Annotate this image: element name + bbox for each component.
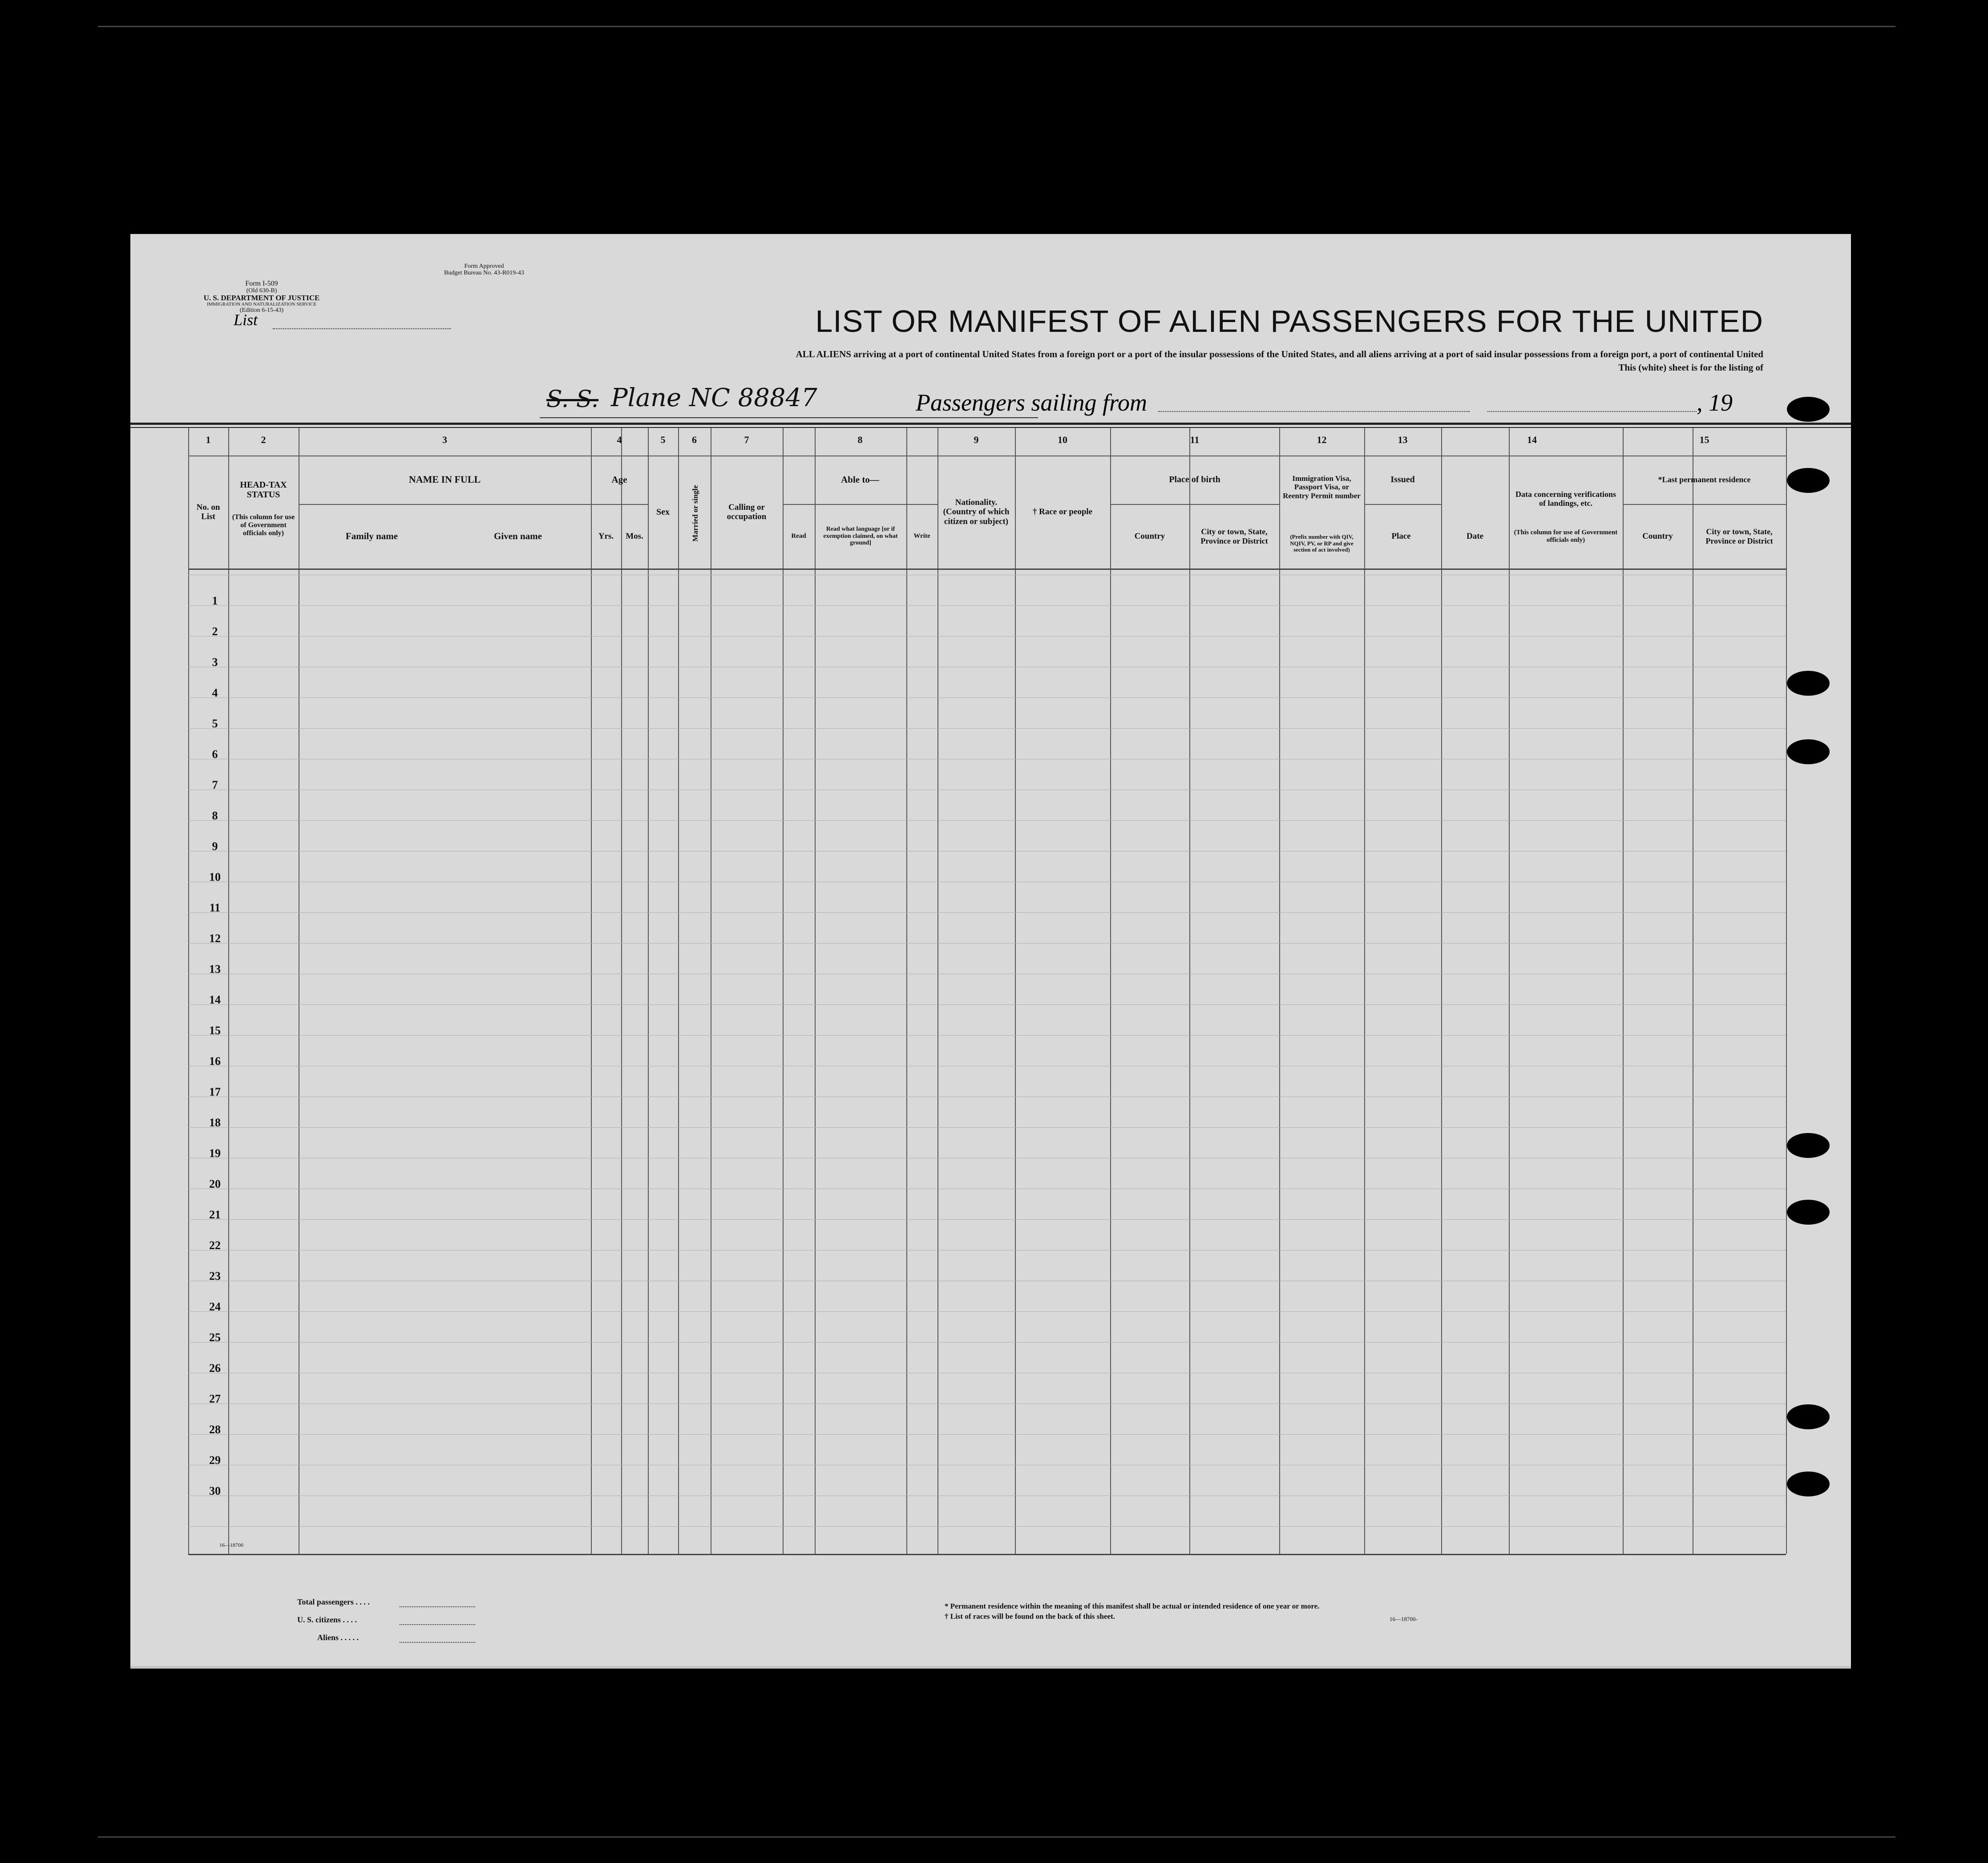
- header-birth-country: Country: [1134, 531, 1165, 541]
- us-citizens-field[interactable]: [400, 1624, 475, 1625]
- row-rule: [188, 1342, 1786, 1343]
- row-number: 20: [209, 1177, 221, 1190]
- list-label: List: [234, 311, 258, 329]
- header-family-name: Family name: [345, 530, 398, 541]
- punch-hole-4: [1787, 739, 1830, 764]
- header-issued-place: Place: [1391, 531, 1411, 541]
- punch-hole-3: [1787, 671, 1830, 696]
- header-visa-note: (Prefix number with QIV, NQIV, PV, or RP and give section of act involved): [1290, 533, 1354, 553]
- header-sex: Sex: [656, 507, 670, 517]
- row-rule: [188, 1035, 1786, 1036]
- total-passengers-label: Total passengers . . . .: [297, 1597, 370, 1606]
- punch-hole-5: [1787, 1133, 1830, 1158]
- scan-edge-bottom: [98, 1836, 1895, 1838]
- column-divider: [1364, 428, 1365, 1554]
- row-rule: [188, 1526, 1786, 1527]
- department: U. S. DEPARTMENT OF JUSTICE: [203, 294, 320, 302]
- row-rule: [188, 943, 1786, 944]
- column-divider: [621, 428, 622, 1554]
- column-number: 3: [442, 434, 447, 445]
- header-age: Age: [611, 474, 627, 485]
- row-rule: [188, 605, 1786, 606]
- punch-hole-1: [1787, 397, 1830, 422]
- row-number: 6: [212, 748, 218, 761]
- approval-line2: Budget Bureau No. 43-R019-43: [444, 269, 524, 276]
- column-number: 4: [617, 434, 622, 445]
- column-divider: [937, 428, 938, 1554]
- row-rule: [188, 636, 1786, 637]
- row-number: 25: [209, 1331, 221, 1344]
- column-divider: [648, 428, 649, 1554]
- total-passengers-field[interactable]: [400, 1606, 475, 1607]
- row-number: 21: [209, 1208, 221, 1221]
- column-divider: [591, 428, 592, 1554]
- aliens-field[interactable]: [400, 1642, 475, 1643]
- header-head-tax-note: (This column for use of Government officials only): [232, 513, 295, 537]
- footnote-residence: * Permanent residence within the meaning of this manifest shall be actual or intended residence of one year or more.: [945, 1602, 1320, 1610]
- row-rule: [188, 728, 1786, 729]
- edition: (Edition 6-15-43): [239, 306, 284, 314]
- column-number: 5: [660, 434, 666, 445]
- year-label: , 19: [1697, 389, 1733, 416]
- row-rule: [188, 1219, 1786, 1220]
- column-divider: [1623, 428, 1624, 1554]
- header-residence-country: Country: [1642, 531, 1673, 541]
- row-rule: [188, 1311, 1786, 1312]
- print-code-left: 16—18700: [219, 1542, 243, 1548]
- header-no-on-list: No. on List: [196, 502, 220, 521]
- header-head-tax: HEAD-TAX STATUS: [240, 480, 287, 500]
- header-given-name: Given name: [494, 530, 542, 541]
- header-bottom-rule: [188, 569, 1786, 570]
- sailing-date-field[interactable]: [1487, 411, 1697, 412]
- column-divider: [1279, 428, 1280, 1554]
- row-number: 11: [209, 901, 221, 914]
- approval-block: [415, 263, 553, 276]
- row-number: 26: [209, 1362, 221, 1375]
- header-landing-data: Data concerning verifications of landings, etc.: [1515, 489, 1616, 508]
- column-number: 13: [1398, 434, 1408, 445]
- column-divider: [906, 428, 907, 1554]
- row-number: 29: [209, 1454, 221, 1467]
- vessel-name-line: [540, 417, 1038, 418]
- header-birth-city: City or town, State, Province or District: [1200, 527, 1268, 545]
- column-number: 2: [261, 434, 266, 445]
- row-number: 30: [209, 1484, 221, 1497]
- row-number: 2: [212, 625, 218, 638]
- header-married-single: Married or single: [691, 485, 700, 542]
- header-visa: Immigration Visa, Passport Visa, or Reentry Permit number: [1283, 474, 1361, 500]
- row-number: 24: [209, 1300, 221, 1313]
- header-landing-note: (This column for use of Government officials only): [1514, 529, 1618, 544]
- sailing-from-label: Passengers sailing from: [916, 389, 1148, 416]
- column-number: 9: [974, 434, 979, 445]
- column-divider: [1509, 428, 1510, 1554]
- header-issued-date: Date: [1467, 531, 1483, 541]
- row-number: 8: [212, 809, 218, 822]
- row-number: 3: [212, 656, 218, 669]
- row-number: 1: [212, 594, 218, 607]
- row-number: 22: [209, 1239, 221, 1252]
- punch-hole-7: [1787, 1404, 1830, 1429]
- row-rule: [188, 1403, 1786, 1404]
- header-write: Write: [913, 532, 930, 540]
- subtitle-line2: This (white) sheet is for the listing of: [1618, 362, 1763, 373]
- column-number: 15: [1699, 434, 1709, 445]
- column-divider: [1441, 428, 1442, 1554]
- column-number: 14: [1527, 434, 1537, 445]
- punch-hole-8: [1787, 1472, 1830, 1496]
- form-number: Form I-509: [245, 280, 278, 287]
- form-id-block: [188, 280, 335, 314]
- header-place-of-birth: Place of birth: [1169, 475, 1220, 485]
- column-divider: [815, 428, 816, 1554]
- punch-hole-6: [1787, 1200, 1830, 1225]
- header-nationality: Nationality. (Country of which citizen or subject): [943, 498, 1010, 526]
- row-number: 16: [209, 1055, 221, 1068]
- row-rule: [188, 1004, 1786, 1005]
- row-number: 15: [209, 1024, 221, 1037]
- row-number: 18: [209, 1116, 221, 1129]
- header-residence-city: City or town, State, Province or District: [1705, 527, 1773, 545]
- header-rule-thin: [130, 427, 1851, 428]
- column-number: 11: [1190, 434, 1200, 445]
- header-able-to: Able to—: [841, 474, 879, 485]
- column-number: 6: [692, 434, 697, 445]
- row-number: 7: [212, 778, 218, 791]
- column-number: 12: [1317, 434, 1327, 445]
- header-read-language: Read what language [or if exemption claimed, on what ground]: [823, 525, 898, 547]
- column-number: 8: [857, 434, 863, 445]
- list-number-line: [273, 328, 451, 329]
- subtitle-line1: ALL ALIENS arriving at a port of continental United States from a foreign port or a port of the insular possessions of the United States, and all aliens arriving at a port of said insular possessions from a foreign port, a port of continental United: [796, 349, 1763, 359]
- row-rule: [188, 820, 1786, 821]
- row-number: 12: [209, 932, 221, 945]
- row-number: 13: [209, 963, 221, 976]
- body-bottom-rule: [188, 1554, 1786, 1555]
- column-divider: [1110, 428, 1111, 1554]
- row-number: 14: [209, 993, 221, 1006]
- sailing-from-field[interactable]: [1158, 411, 1470, 412]
- row-number: 23: [209, 1270, 221, 1282]
- column-divider: [188, 428, 189, 1554]
- row-number: 4: [212, 686, 218, 699]
- column-divider: [783, 428, 784, 1554]
- vessel-name-handwritten: Plane NC 88847: [611, 383, 817, 412]
- header-months: Mos.: [626, 531, 643, 541]
- row-rule: [188, 912, 1786, 913]
- header-calling: Calling or occupation: [727, 502, 767, 521]
- row-number: 17: [209, 1085, 221, 1098]
- aliens-label: Aliens . . . . .: [317, 1633, 359, 1642]
- header-name-in-full: NAME IN FULL: [408, 474, 481, 485]
- column-divider: [1189, 428, 1190, 1554]
- column-number: 7: [744, 434, 749, 445]
- header-issued: Issued: [1390, 475, 1415, 485]
- header-years: Yrs.: [598, 531, 614, 541]
- service: IMMIGRATION AND NATURALIZATION SERVICE: [206, 302, 317, 307]
- column-number: 1: [206, 434, 211, 445]
- column-number: 10: [1058, 434, 1067, 445]
- row-number: 5: [212, 717, 218, 730]
- ss-label: S. S.: [546, 386, 599, 413]
- row-rule: [188, 1434, 1786, 1435]
- row-number: 19: [209, 1147, 221, 1160]
- column-divider: [1786, 428, 1787, 1554]
- form-title: LIST OR MANIFEST OF ALIEN PASSENGERS FOR THE UNITED: [815, 304, 1763, 339]
- footnote-races: † List of races will be found on the back of this sheet.: [945, 1612, 1115, 1621]
- row-rule: [188, 1127, 1786, 1128]
- old-form-number: (Old 630-B): [246, 287, 277, 294]
- row-number: 27: [209, 1392, 221, 1405]
- manifest-sheet: [130, 234, 1851, 1669]
- punch-hole-2: [1787, 468, 1830, 493]
- row-number: 9: [212, 840, 218, 853]
- header-last-residence: *Last permanent residence: [1658, 475, 1751, 484]
- approval-line1: Form Approved: [464, 263, 504, 270]
- print-code-right: 16—18700-: [1390, 1616, 1418, 1622]
- header-rule-top: [130, 423, 1851, 425]
- us-citizens-label: U. S. citizens . . . .: [297, 1615, 357, 1624]
- row-number: 28: [209, 1423, 221, 1436]
- column-divider: [678, 428, 679, 1554]
- header-race: † Race or people: [1032, 507, 1093, 517]
- header-read: Read: [791, 532, 806, 540]
- row-number: 10: [209, 871, 221, 883]
- column-divider: [1015, 428, 1016, 1554]
- scan-edge-top: [98, 26, 1895, 27]
